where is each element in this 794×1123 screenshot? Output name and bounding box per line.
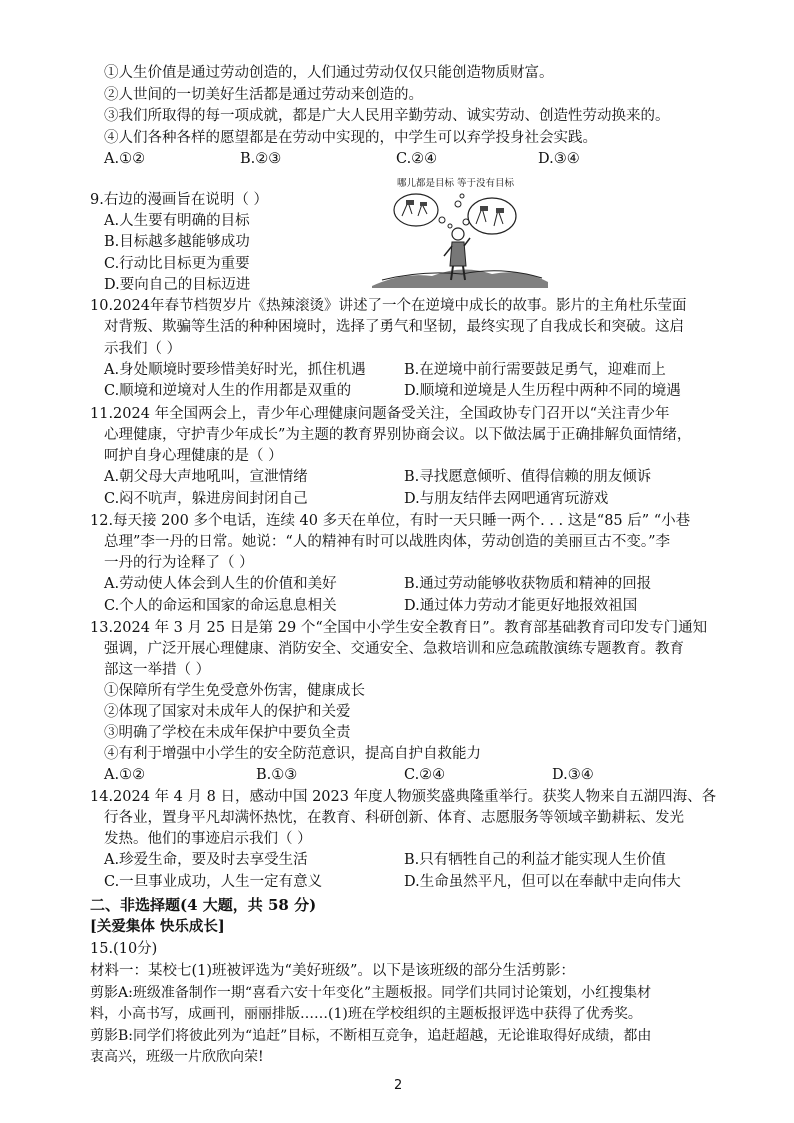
cartoon-caption: 哪儿都是目标 等于没有目标 xyxy=(397,178,515,189)
q11-option-b: B.寻找愿意倾听、值得信赖的朋友倾诉 xyxy=(404,469,652,485)
q13-statement-1: ①保障所有学生免受意外伤害，健康成长 xyxy=(104,683,365,699)
q14-option-c: C.一旦事业成功，人生一定有意义 xyxy=(104,874,323,890)
q10-stem-line-1: 10.2024年春节档贺岁片《热辣滚烫》讲述了一个在逆境中成长的故事。影片的主角杜乐莹面 xyxy=(90,298,687,314)
q12-option-a: A.劳动使人体会到人生的价值和美好 xyxy=(104,576,337,592)
q14-stem-line-2: 行各业，置身平凡却满怀热忱，在教育、科研创新、体育、志愿服务等领域辛勤耕耘、发光 xyxy=(104,810,684,826)
q12-option-d: D.通过体力劳动才能更好地报效祖国 xyxy=(404,598,638,614)
q10-stem-line-2: 对背叛、欺骗等生活的种种困境时，选择了勇气和坚韧，最终实现了自我成长和突破。这启 xyxy=(104,319,684,335)
q13-option-b: B.①③ xyxy=(256,767,298,783)
q13-stem-line-3: 部这一举措（ ） xyxy=(104,662,211,678)
q9-stem: 9.右边的漫画旨在说明（ ） xyxy=(90,192,268,208)
q14-stem-line-3: 发热。他们的事迹启示我们（ ） xyxy=(104,831,312,847)
q9-option-c: C.行动比目标更为重要 xyxy=(104,256,250,272)
q9-option-a: A.人生要有明确的目标 xyxy=(104,213,250,229)
q10-stem-line-3: 示我们（ ） xyxy=(104,341,182,357)
q15-number: 15.(10分) xyxy=(90,941,158,957)
q13-stem-line-1: 13.2024 年 3 月 25 日是第 29 个“全国中小学生安全教育日”。教育部基础教育司印发专门通知 xyxy=(90,620,708,636)
q11-option-a: A.朝父母大声地吼叫，宣泄情绪 xyxy=(104,469,308,485)
q12-option-b: B.通过劳动能够收获物质和精神的回报 xyxy=(404,576,652,592)
q13-statement-4: ④有利于增强中小学生的安全防范意识，提高自护自救能力 xyxy=(104,746,481,762)
q13-stem-line-2: 强调，广泛开展心理健康、消防安全、交通安全、急救培训和应急疏散演练专题教育。教育 xyxy=(104,641,684,657)
q9-option-d: D.要向自己的目标迈进 xyxy=(104,277,251,293)
q10-option-c: C.顺境和逆境对人生的作用都是双重的 xyxy=(104,383,352,399)
q8-statement-2: ②人世间的一切美好生活都是通过劳动来创造的。 xyxy=(104,87,423,103)
q14-option-b: B.只有牺牲自己的利益才能实现人生价值 xyxy=(404,852,666,868)
target-cartoon xyxy=(372,176,548,288)
q12-stem-line-3: 一丹的行为诠释了（ ） xyxy=(104,555,254,571)
q15-snapshot-a-line-2: 料，小高书写，成画刊，丽丽排版……(1)班在学校组织的主题板报评选中获得了优秀奖。 xyxy=(90,1006,642,1022)
q15-material: 材料一：某校七(1)班被评选为“美好班级”。以下是该班级的部分生活剪影： xyxy=(90,963,575,979)
q12-option-c: C.个人的命运和国家的命运息息相关 xyxy=(104,598,337,614)
q13-option-c: C.②④ xyxy=(404,767,446,783)
q11-stem-line-3: 呵护自身心理健康的是（ ） xyxy=(104,448,283,464)
q10-option-d: D.顺境和逆境是人生历程中两种不同的境遇 xyxy=(404,383,681,399)
section-subheading: [关爱集体 快乐成长] xyxy=(90,918,225,935)
q9-option-b: B.目标越多越能够成功 xyxy=(104,234,250,250)
q15-snapshot-a-line-1: 剪影A:班级准备制作一期“喜看六安十年变化”主题板报。同学们共同讨论策划，小红搜集材 xyxy=(90,985,652,1001)
page-number: 2 xyxy=(394,1078,403,1093)
q8-statement-1: ①人生价值是通过劳动创造的，人们通过劳动仅仅只能创造物质财富。 xyxy=(104,65,554,81)
q14-stem-line-1: 14.2024 年 4 月 8 日，感动中国 2023 年度人物颁奖盛典隆重举行。获奖人物来自五湖四海、各 xyxy=(90,789,717,805)
q11-stem-line-1: 11.2024 年全国两会上，青少年心理健康问题备受关注，全国政协专门召开以“关注青少年 xyxy=(90,406,670,422)
q8-option-c: C.②④ xyxy=(396,151,438,167)
q10-option-a: A.身处顺境时要珍惜美好时光，抓住机遇 xyxy=(104,362,366,378)
q8-statement-4: ④人们各种各样的愿望都是在劳动中实现的，中学生可以弃学投身社会实践。 xyxy=(104,130,597,146)
q11-option-c: C.闷不吭声，躲进房间封闭自己 xyxy=(104,491,308,507)
q8-option-b: B.②③ xyxy=(240,151,282,167)
q15-snapshot-b-line-1: 剪影B:同学们将彼此列为“追赶”目标，不断相互竞争，追赶超越，无论谁取得好成绩，都由 xyxy=(90,1028,652,1044)
q12-stem-line-2: 总理”李一丹的日常。她说：“人的精神有时可以战胜肉体，劳动创造的美丽亘古不变。”李 xyxy=(104,534,670,550)
q11-stem-line-2: 心理健康，守护青少年成长”为主题的教育界别协商会议。以下做法属于正确排解负面情绪， xyxy=(104,427,692,443)
q12-stem-line-1: 12.每天接 200 多个电话，连续 40 多天在单位，有时一天只睡一两个. . . 这是“85 后” “小巷 xyxy=(90,513,691,529)
q11-option-d: D.与朋友结伴去网吧通宵玩游戏 xyxy=(404,491,609,507)
q14-option-a: A.珍爱生命，要及时去享受生活 xyxy=(104,852,308,868)
q13-option-d: D.③④ xyxy=(552,767,594,783)
q13-statement-3: ③明确了学校在未成年保护中要负全责 xyxy=(104,725,351,741)
q14-option-d: D.生命虽然平凡，但可以在奉献中走向伟大 xyxy=(404,874,681,890)
q13-statement-2: ②体现了国家对未成年人的保护和关爱 xyxy=(104,704,351,720)
q13-option-a: A.①② xyxy=(104,767,146,783)
q8-option-a: A.①② xyxy=(104,151,146,167)
q15-snapshot-b-line-2: 衷高兴，班级一片欣欣向荣! xyxy=(90,1049,264,1065)
q8-option-d: D.③④ xyxy=(538,151,580,167)
q10-option-b: B.在逆境中前行需要鼓足勇气，迎难而上 xyxy=(404,362,666,378)
q8-statement-3: ③我们所取得的每一项成就，都是广大人民用辛勤劳动、诚实劳动、创造性劳动换来的。 xyxy=(104,108,670,124)
section-heading: 二、非选择题(4 大题，共 58 分) xyxy=(90,896,317,914)
